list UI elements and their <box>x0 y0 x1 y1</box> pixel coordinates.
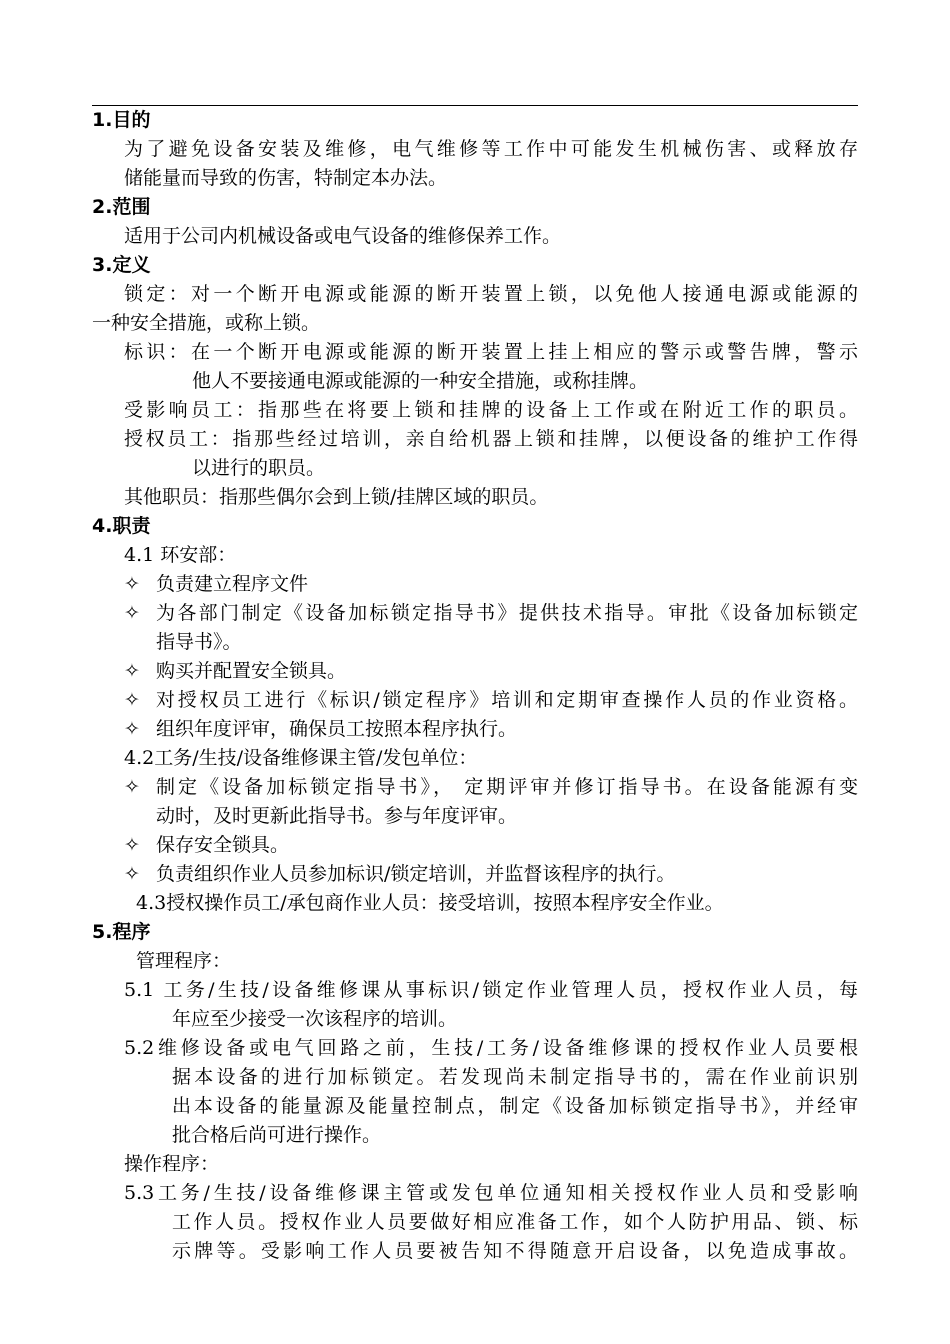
bullet-icon: ✧ <box>124 689 140 711</box>
purpose-text-2: 储能量而导致的伤害，特制定本办法。 <box>124 167 448 189</box>
def-lock-2: 一种安全措施，或称上锁。 <box>92 312 321 334</box>
proc-5-3a: 5.3工务/生技/设备维修课主管或发包单位通知相关授权作业人员和受影响 <box>124 1182 858 1204</box>
section-heading-scope: 2.范围 <box>92 196 151 218</box>
proc-5-3c: 示牌等。受影响工作人员要被告知不得随意开启设备，以免造成事故。 <box>172 1240 858 1262</box>
def-tag-1: 标识：在一个断开电源或能源的断开装置上挂上相应的警示或警告牌，警示 <box>124 341 858 363</box>
section-heading-purpose: 1.目的 <box>92 109 151 131</box>
bullet-icon: ✧ <box>124 660 140 682</box>
def-authorized-1: 授权员工：指那些经过培训，亲自给机器上锁和挂牌，以便设备的维护工作得 <box>124 428 858 450</box>
duty-bullet-6a: ✧ 制定《设备加标锁定指导书》， 定期评审并修订指导书。在设备能源有变 <box>92 773 858 802</box>
duty-bullet-1: ✧ 负责建立程序文件 <box>92 570 858 599</box>
duty-bullet-4: ✧ 对授权员工进行《标识/锁定程序》培训和定期审查操作人员的作业资格。 <box>92 686 858 715</box>
def-other: 其他职员：指那些偶尔会到上锁/挂牌区域的职员。 <box>124 486 549 508</box>
purpose-text-1: 为了避免设备安装及维修，电气维修等工作中可能发生机械伤害、或释放存 <box>124 138 858 160</box>
bullet-icon: ✧ <box>124 863 140 885</box>
duty-bullet-2b: 指导书》。 <box>156 631 242 653</box>
scope-text: 适用于公司内机械设备或电气设备的维修保养工作。 <box>124 225 562 247</box>
duty-sub-3: 4.3授权操作员工/承包商作业人员：接受培训，按照本程序安全作业。 <box>136 892 724 914</box>
bullet-icon: ✧ <box>124 718 140 740</box>
bullet-icon: ✧ <box>124 573 140 595</box>
proc-5-2b: 据本设备的进行加标锁定。若发现尚未制定指导书的，需在作业前识别 <box>172 1066 858 1088</box>
bullet-icon: ✧ <box>124 602 140 624</box>
duty-bullet-8: ✧ 负责组织作业人员参加标识/锁定培训，并监督该程序的执行。 <box>92 860 858 889</box>
duty-sub-2: 4.2工务/生技/设备维修课主管/发包单位： <box>124 747 478 769</box>
proc-operation-label: 操作程序： <box>124 1153 220 1175</box>
duty-bullet-2a: ✧ 为各部门制定《设备加标锁定指导书》提供技术指导。审批《设备加标锁定 <box>92 599 858 628</box>
bullet-icon: ✧ <box>124 834 140 856</box>
def-tag-2: 他人不要接通电源或能源的一种安全措施，或称挂牌。 <box>192 370 649 392</box>
duty-bullet-7: ✧ 保存安全锁具。 <box>92 831 858 860</box>
duty-bullet-5: ✧ 组织年度评审，确保员工按照本程序执行。 <box>92 715 858 744</box>
proc-management-label: 管理程序： <box>136 950 232 972</box>
proc-5-3b: 工作人员。授权作业人员要做好相应准备工作，如个人防护用品、锁、标 <box>172 1211 858 1233</box>
document-body <box>92 106 858 1266</box>
bullet-icon: ✧ <box>124 776 140 798</box>
duty-bullet-6b: 动时，及时更新此指导书。参与年度评审。 <box>156 805 518 827</box>
def-affected: 受影响员工：指那些在将要上锁和挂牌的设备上工作或在附近工作的职员。 <box>124 399 858 421</box>
duty-bullet-3: ✧ 购买并配置安全锁具。 <box>92 657 858 686</box>
def-authorized-2: 以进行的职员。 <box>192 457 326 479</box>
duty-sub-1: 4.1 环安部： <box>124 544 237 566</box>
proc-5-1a: 5.1 工务/生技/设备维修课从事标识/锁定作业管理人员，授权作业人员，每 <box>124 979 858 1001</box>
section-heading-procedure: 5.程序 <box>92 921 151 943</box>
proc-5-2c: 出本设备的能量源及能量控制点，制定《设备加标锁定指导书》，并经审 <box>172 1095 858 1117</box>
proc-5-1b: 年应至少接受一次该程序的培训。 <box>172 1008 458 1030</box>
proc-5-2d: 批合格后尚可进行操作。 <box>172 1124 382 1146</box>
def-lock-1: 锁定：对一个断开电源或能源的断开装置上锁，以免他人接通电源或能源的 <box>124 283 858 305</box>
proc-5-2a: 5.2维修设备或电气回路之前，生技/工务/设备维修课的授权作业人员要根 <box>124 1037 858 1059</box>
section-heading-definitions: 3.定义 <box>92 254 151 276</box>
section-heading-duties: 4.职责 <box>92 515 151 537</box>
